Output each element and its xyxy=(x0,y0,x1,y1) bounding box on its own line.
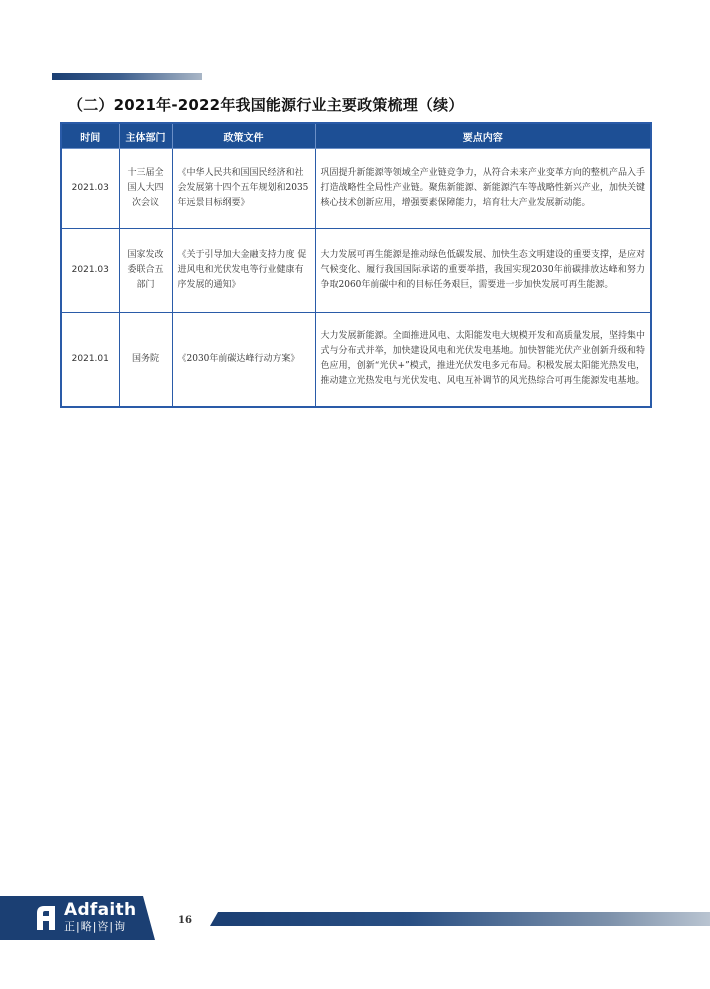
table-row xyxy=(61,229,651,313)
header-content: 要点内容 xyxy=(315,123,651,149)
row-content: 大力发展新能源。全面推进风电、太阳能发电大规模开发和高质量发展，坚持集中式与分布式并举，加快建设风电和光伏发电基地。加快智能光伏产业创新升级和特色应用，创新“光伏+”模式，推进光伏发电多元布局。积极发展太阳能光热发电，推动建立光热发电与光伏发电、风电互补调节的风光热综合可再生能源发电基地。 xyxy=(315,313,651,407)
table-row xyxy=(61,149,651,229)
header-doc: 政策文件 xyxy=(172,123,315,149)
brand-name-cn: 正|略|咨|询 xyxy=(64,920,127,933)
footer-accent-bar xyxy=(210,912,710,926)
row-content: 巩固提升新能源等领域全产业链竞争力，从符合未来产业变革方向的整机产品入手打造战略性全局性产业链。聚焦新能源、新能源汽车等战略性新兴产业，加快关键核心技术创新应用，增强要素保障能力，培育壮大产业发展新动能。 xyxy=(315,149,651,229)
row-dept: 国家发改委联合五部门 xyxy=(119,229,172,313)
row-content: 大力发展可再生能源是推动绿色低碳发展、加快生态文明建设的重要支撑，是应对气候变化、履行我国国际承诺的重要举措，我国实现2030年前碳排放达峰和努力争取2060年前碳中和的目标任务艰巨，需要进一步加快发展可再生能源。 xyxy=(315,229,651,313)
row-doc: 《2030年前碳达峰行动方案》 xyxy=(172,313,315,407)
row-date: 2021.03 xyxy=(61,229,119,313)
row-doc: 《关于引导加大金融支持力度 促进风电和光伏发电等行业健康有序发展的通知》 xyxy=(172,229,315,313)
brand-name-en: Adfaith xyxy=(64,900,137,920)
adfaith-logo-icon xyxy=(34,905,58,931)
table-header-row xyxy=(61,123,651,149)
table-row xyxy=(61,313,651,407)
row-date: 2021.01 xyxy=(61,313,119,407)
header-date: 时间 xyxy=(61,123,119,149)
row-date: 2021.03 xyxy=(61,149,119,229)
row-dept: 十三届全国人大四次会议 xyxy=(119,149,172,229)
row-doc: 《中华人民共和国国民经济和社会发展第十四个五年规划和2035年远景目标纲要》 xyxy=(172,149,315,229)
page-number: 16 xyxy=(178,915,192,926)
section-title: （二）2021年-2022年我国能源行业主要政策梳理（续） xyxy=(68,96,464,114)
row-dept: 国务院 xyxy=(119,313,172,407)
policy-table xyxy=(60,122,652,408)
top-accent-bar xyxy=(52,73,202,80)
header-dept: 主体部门 xyxy=(119,123,172,149)
